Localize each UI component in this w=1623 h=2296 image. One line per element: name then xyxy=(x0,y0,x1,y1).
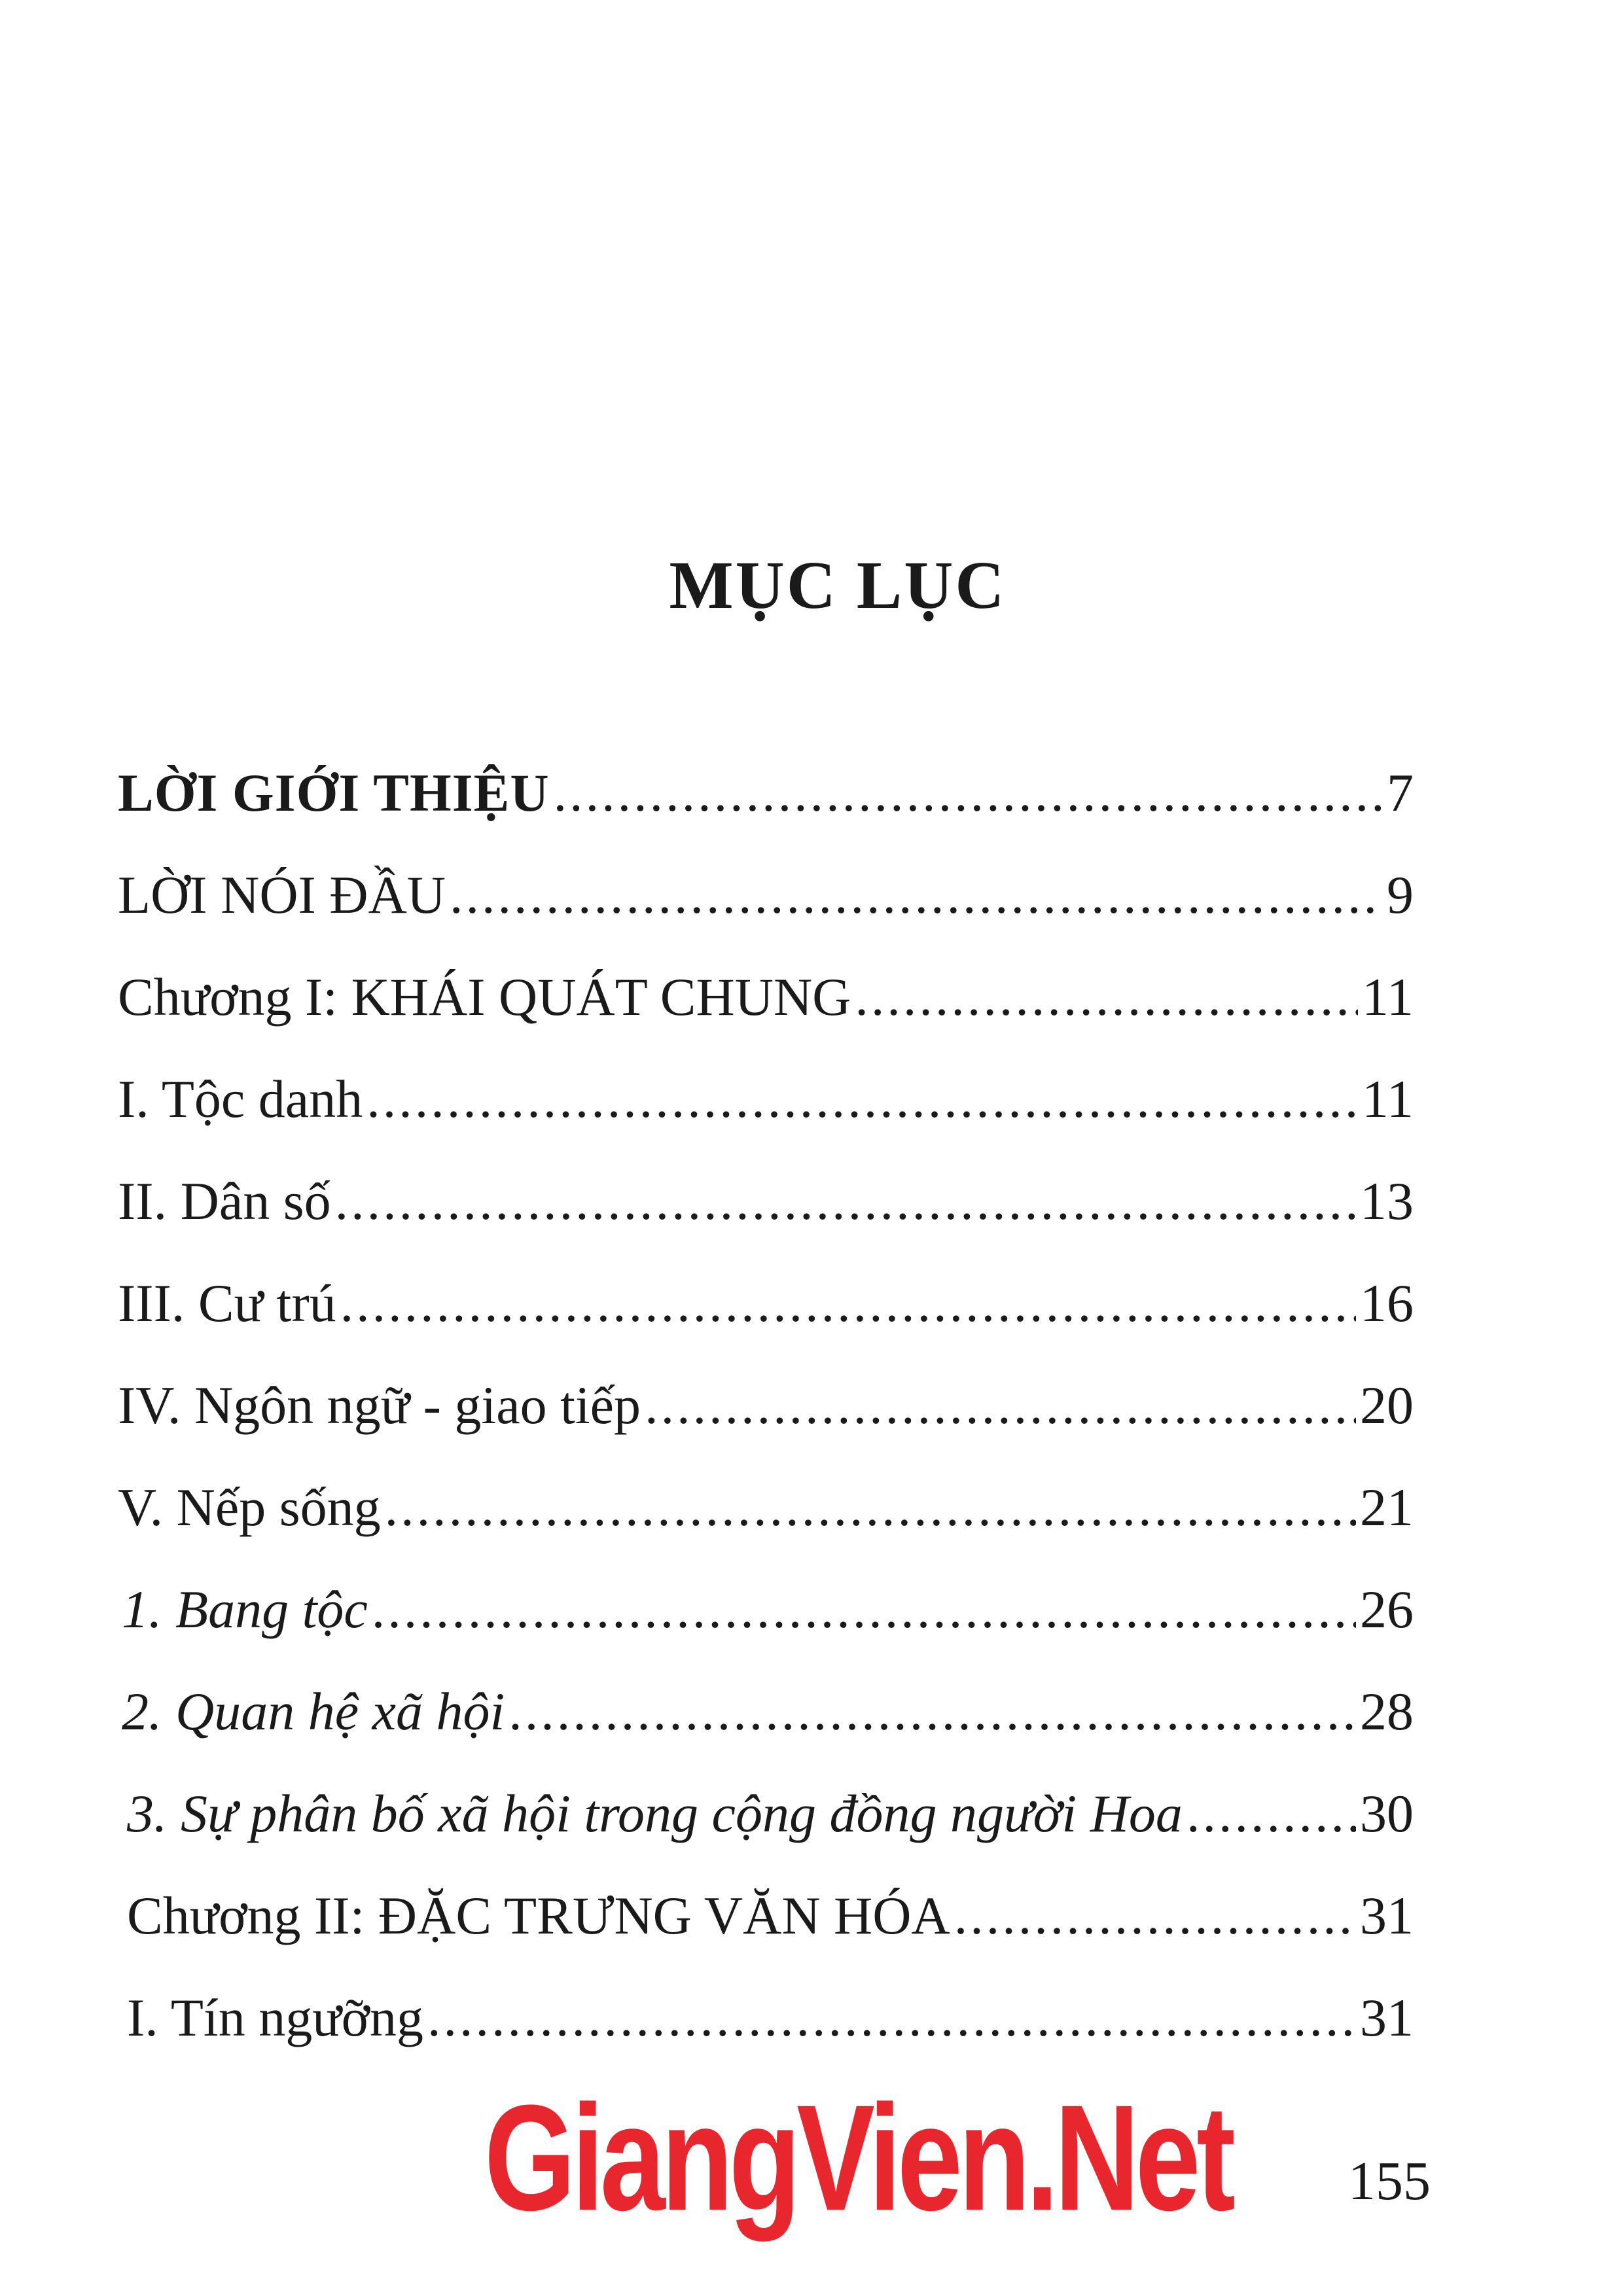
toc-entry[interactable] xyxy=(118,1579,1414,1681)
toc-entry-label: 1. Bang tộc xyxy=(122,1580,368,1639)
toc-entry[interactable] xyxy=(118,864,1414,966)
toc-entry[interactable] xyxy=(118,1477,1414,1579)
toc-entry[interactable] xyxy=(118,1681,1414,1783)
toc-entry-label: LỜI NÓI ĐẦU xyxy=(118,865,446,925)
toc-entry-page: 9 xyxy=(1387,865,1414,925)
toc-entry-page: 11 xyxy=(1362,967,1414,1027)
toc-entry[interactable] xyxy=(118,1273,1414,1375)
toc-entry-page: 30 xyxy=(1360,1784,1414,1843)
page-number: 155 xyxy=(1348,2151,1431,2212)
table-of-contents xyxy=(118,762,1414,2089)
toc-entry[interactable] xyxy=(118,1885,1414,1987)
toc-entry-page: 21 xyxy=(1360,1477,1414,1537)
toc-entry[interactable] xyxy=(118,1375,1414,1477)
toc-entry[interactable] xyxy=(118,966,1414,1069)
toc-leader-dots xyxy=(385,1477,1356,1538)
toc-entry-page: 11 xyxy=(1362,1069,1414,1129)
toc-leader-dots xyxy=(954,1885,1356,1947)
toc-entry-label: Chương II: ĐẶC TRƯNG VĂN HÓA xyxy=(127,1886,950,1945)
toc-leader-dots xyxy=(372,1579,1356,1640)
toc-entry-label: III. Cư trú xyxy=(118,1273,336,1333)
toc-entry-page: 31 xyxy=(1360,1886,1414,1945)
toc-leader-dots xyxy=(1186,1783,1356,1845)
toc-leader-dots xyxy=(450,864,1383,926)
toc-entry-page: 7 xyxy=(1387,763,1414,822)
toc-entry-label: 2. Quan hệ xã hội xyxy=(122,1682,505,1741)
watermark-logo: GiangVien.Net xyxy=(484,2074,1232,2242)
toc-entry-page: 20 xyxy=(1360,1375,1414,1435)
toc-entry-label: 3. Sự phân bố xã hội trong cộng đồng người Hoa xyxy=(127,1784,1183,1843)
toc-entry-label: LỜI GIỚI THIỆU xyxy=(118,763,550,822)
toc-entry-label: IV. Ngôn ngữ - giao tiếp xyxy=(118,1375,641,1435)
toc-entry-page: 28 xyxy=(1360,1682,1414,1741)
toc-entry-page: 16 xyxy=(1360,1273,1414,1333)
toc-entry-label: Chương I: KHÁI QUÁT CHUNG xyxy=(118,967,851,1027)
toc-leader-dots xyxy=(366,1069,1358,1130)
toc-entry[interactable] xyxy=(118,1171,1414,1273)
toc-leader-dots xyxy=(427,1987,1356,2049)
toc-entry-label: V. Nếp sống xyxy=(118,1477,381,1537)
toc-leader-dots xyxy=(855,966,1358,1028)
toc-leader-dots xyxy=(340,1273,1356,1334)
toc-leader-dots xyxy=(645,1375,1356,1436)
toc-leader-dots xyxy=(554,762,1383,824)
toc-entry[interactable] xyxy=(118,762,1414,864)
toc-leader-dots xyxy=(508,1681,1356,1742)
toc-entry-page: 31 xyxy=(1360,1988,1414,2047)
toc-entry-page: 26 xyxy=(1360,1580,1414,1639)
toc-entry-page: 13 xyxy=(1360,1171,1414,1231)
toc-entry[interactable] xyxy=(118,1069,1414,1171)
toc-leader-dots xyxy=(335,1171,1356,1232)
toc-entry-label: I. Tín ngưỡng xyxy=(127,1988,424,2047)
toc-entry[interactable] xyxy=(118,1783,1414,1885)
toc-entry-label: I. Tộc danh xyxy=(118,1069,363,1129)
toc-entry-label: II. Dân số xyxy=(118,1171,331,1231)
page-title: MỤC LỤC xyxy=(669,548,1007,623)
